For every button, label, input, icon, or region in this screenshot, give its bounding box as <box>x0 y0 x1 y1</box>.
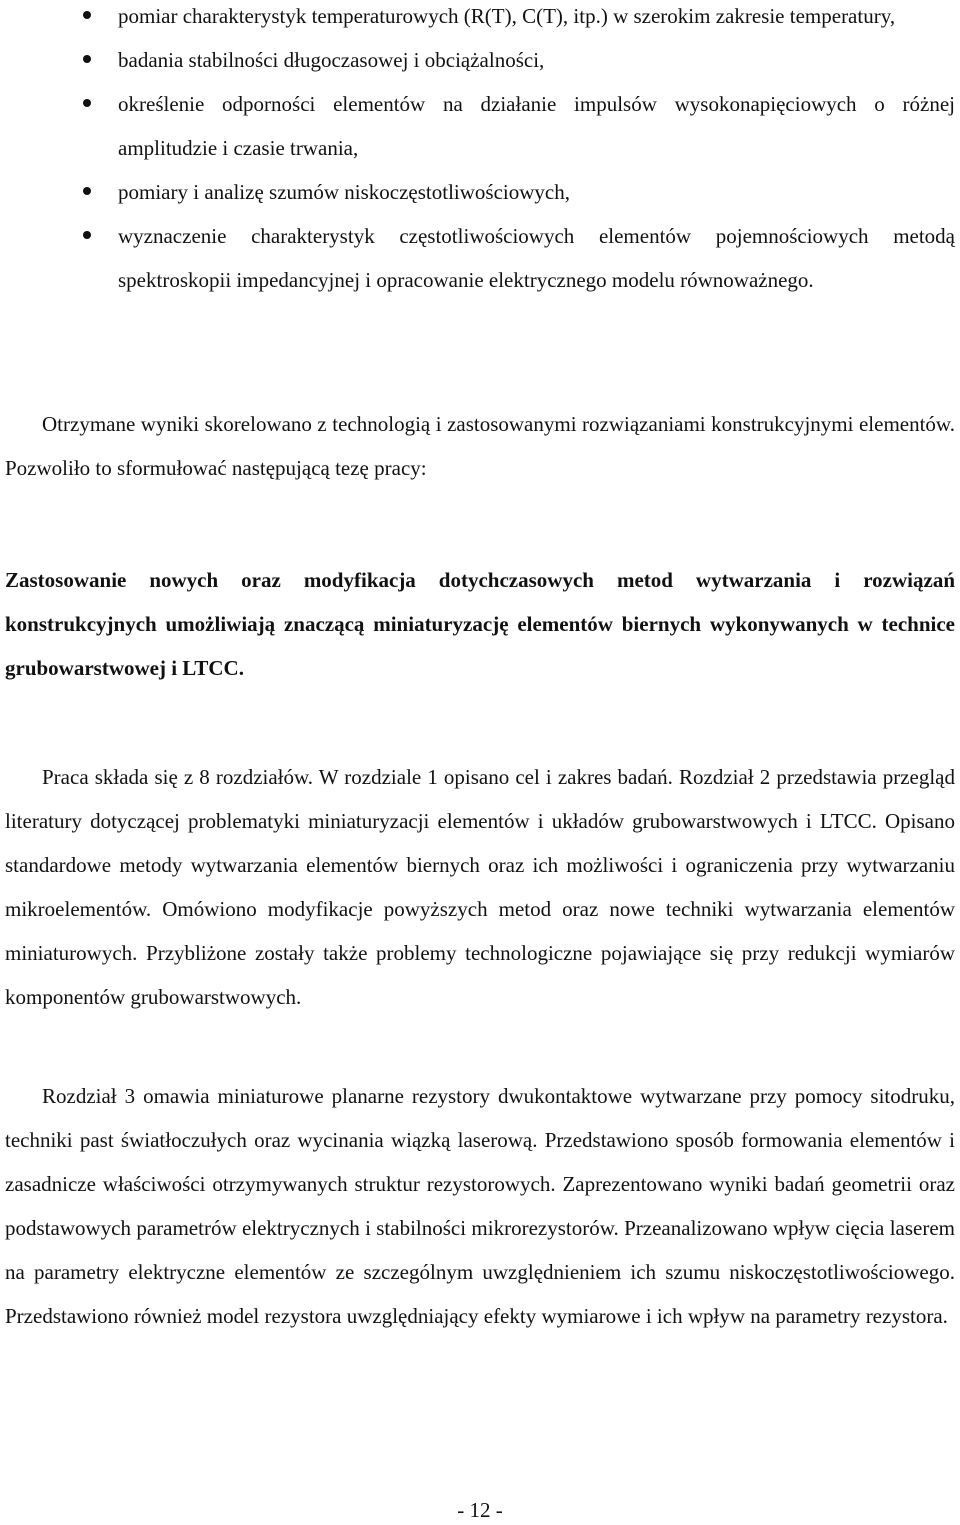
list-item <box>5 38 955 82</box>
list-item-text: badania stabilności długoczasowej i obciążalności, <box>118 48 545 72</box>
paragraph-chapter-3: Rozdział 3 omawia miniaturowe planarne rezystory dwukontaktowe wytwarzane przy pomocy sitodruku, techniki past światłoczułych oraz wycinania wiązką laserową. Przedstawiono sposób formowania elementów i zasadnicze właściwości otrzymywanych struktur rezystorowych. Zaprezentowano wyniki badań geometrii oraz podstawowych parametrów elektrycznych i stabilności mikrorezystorów. Przeanalizowano wpływ cięcia laserem na parametry elektryczne elementów ze szczególnym uwzględnieniem ich szumu niskoczęstotliwościowego. Przedstawiono również model rezystora uwzględniający efekty wymiarowe i ich wpływ na parametry rezystora. <box>5 1084 955 1328</box>
paragraph-correlation: Otrzymane wyniki skorelowano z technologią i zastosowanymi rozwiązaniami konstrukcyjnymi elementów. Pozwoliło to sformułować następującą tezę pracy: <box>5 412 955 480</box>
list-item <box>5 0 955 38</box>
bullet-dot <box>83 187 91 195</box>
paragraph-structure: Praca składa się z 8 rozdziałów. W rozdziale 1 opisano cel i zakres badań. Rozdział 2 przedstawia przegląd literatury dotyczącej problematyki miniaturyzacji elementów i układów grubowarstwowych i LTCC. Opisano standardowe metody wytwarzania elementów biernych oraz ich możliwości i ograniczenia przy wytwarzaniu mikroelementów. Omówiono modyfikacje powyższych metod oraz nowe techniki wytwarzania elementów miniaturowych. Przybliżone zostały także problemy technologiczne pojawiające się przy redukcji wymiarów komponentów grubowarstwowych. <box>5 765 955 1009</box>
list-item <box>5 214 955 302</box>
bullet-dot <box>83 55 91 63</box>
list-item-text: wyznaczenie charakterystyk częstotliwościowych elementów pojemnościowych metodą spektroskopii impedancyjnej i opracowanie elektrycznego modelu równoważnego. <box>118 224 955 292</box>
bullet-list <box>5 0 955 302</box>
list-item-text: pomiar charakterystyk temperaturowych (R(T), C(T), itp.) w szerokim zakresie temperatury, <box>118 4 896 28</box>
bullet-dot <box>83 11 91 19</box>
bullet-dot <box>83 99 91 107</box>
bullet-dot <box>83 231 91 239</box>
list-item <box>5 82 955 170</box>
thesis-statement: Zastosowanie nowych oraz modyfikacja dotychczasowych metod wytwarzania i rozwiązań konstrukcyjnych umożliwiają znaczącą miniaturyzację elementów biernych wykonywanych w technice grubowarstwowej i LTCC. <box>5 568 955 680</box>
page-number: - 12 - <box>457 1498 503 1522</box>
list-item <box>5 170 955 214</box>
list-item-text: pomiary i analizę szumów niskoczęstotliwościowych, <box>118 180 570 204</box>
list-item-text: określenie odporności elementów na działanie impulsów wysokonapięciowych o różnej amplitudzie i czasie trwania, <box>118 92 955 160</box>
